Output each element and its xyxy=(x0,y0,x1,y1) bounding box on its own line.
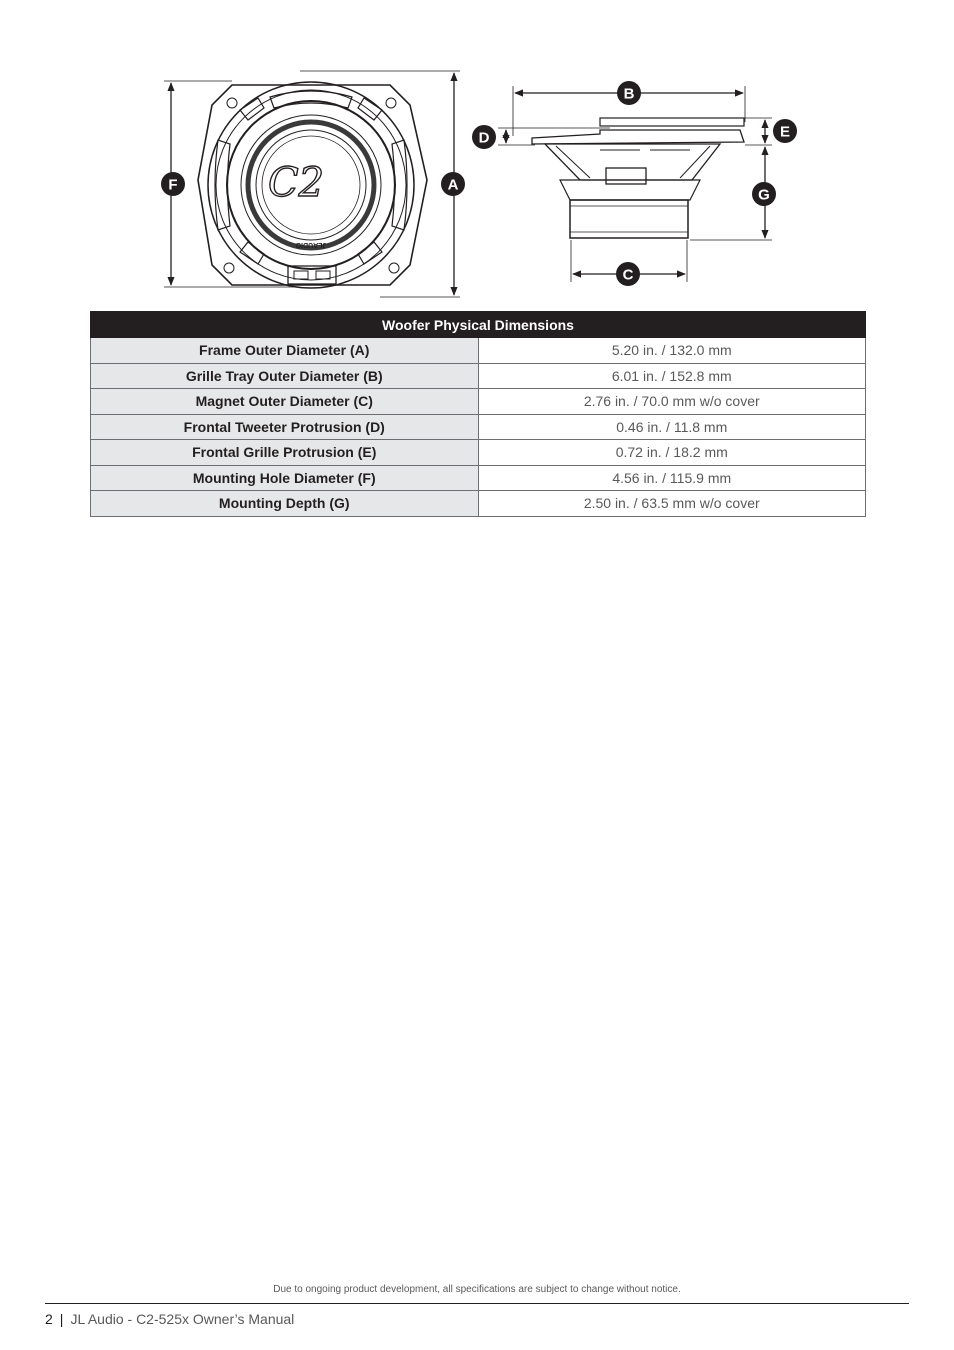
speaker-side-view xyxy=(532,118,744,238)
svg-text:A: A xyxy=(447,176,459,194)
speaker-dimension-diagram xyxy=(150,62,810,307)
table-row xyxy=(91,440,866,466)
brand-mark: JLAUDIO xyxy=(295,241,327,248)
badge-a xyxy=(441,172,465,196)
footer-divider xyxy=(45,1303,909,1304)
table-row xyxy=(91,414,866,440)
badge-e xyxy=(773,119,797,143)
badge-b xyxy=(617,81,641,105)
badge-f xyxy=(161,172,185,196)
row-value: 5.20 in. / 132.0 mm xyxy=(478,338,866,364)
svg-text:B: B xyxy=(623,85,635,103)
page-footer xyxy=(45,1311,294,1327)
row-value: 0.72 in. / 18.2 mm xyxy=(478,440,866,466)
spec-disclaimer: Due to ongoing product development, all specifications are subject to change without notice. xyxy=(273,1284,681,1295)
table-row xyxy=(91,465,866,491)
svg-text:D: D xyxy=(478,129,490,147)
badge-g xyxy=(752,182,776,206)
svg-text:G: G xyxy=(758,186,770,204)
row-label: Grille Tray Outer Diameter (B) xyxy=(91,363,479,389)
row-value: 6.01 in. / 152.8 mm xyxy=(478,363,866,389)
badge-c xyxy=(616,262,640,286)
row-label: Frontal Grille Protrusion (E) xyxy=(91,440,479,466)
page-number: 2 xyxy=(45,1311,53,1327)
row-value: 2.76 in. / 70.0 mm w/o cover xyxy=(478,389,866,415)
row-value: 0.46 in. / 11.8 mm xyxy=(478,414,866,440)
svg-text:E: E xyxy=(779,123,791,141)
table-row xyxy=(91,491,866,517)
woofer-dimensions-table xyxy=(90,311,866,517)
c2-logo: C2 xyxy=(268,160,325,206)
row-value: 4.56 in. / 115.9 mm xyxy=(478,465,866,491)
svg-text:F: F xyxy=(168,176,178,194)
footer-separator: | xyxy=(59,1311,64,1327)
row-label: Frame Outer Diameter (A) xyxy=(91,338,479,364)
row-label: Mounting Hole Diameter (F) xyxy=(91,465,479,491)
svg-text:C: C xyxy=(622,266,634,284)
row-label: Magnet Outer Diameter (C) xyxy=(91,389,479,415)
table-title: Woofer Physical Dimensions xyxy=(91,312,866,338)
table-row xyxy=(91,389,866,415)
row-label: Frontal Tweeter Protrusion (D) xyxy=(91,414,479,440)
dimension-e-line xyxy=(745,118,772,145)
footer-title: JL Audio - C2-525x Owner’s Manual xyxy=(70,1311,295,1327)
row-value: 2.50 in. / 63.5 mm w/o cover xyxy=(478,491,866,517)
table-row xyxy=(91,363,866,389)
badge-d xyxy=(472,125,496,149)
row-label: Mounting Depth (G) xyxy=(91,491,479,517)
table-row xyxy=(91,338,866,364)
